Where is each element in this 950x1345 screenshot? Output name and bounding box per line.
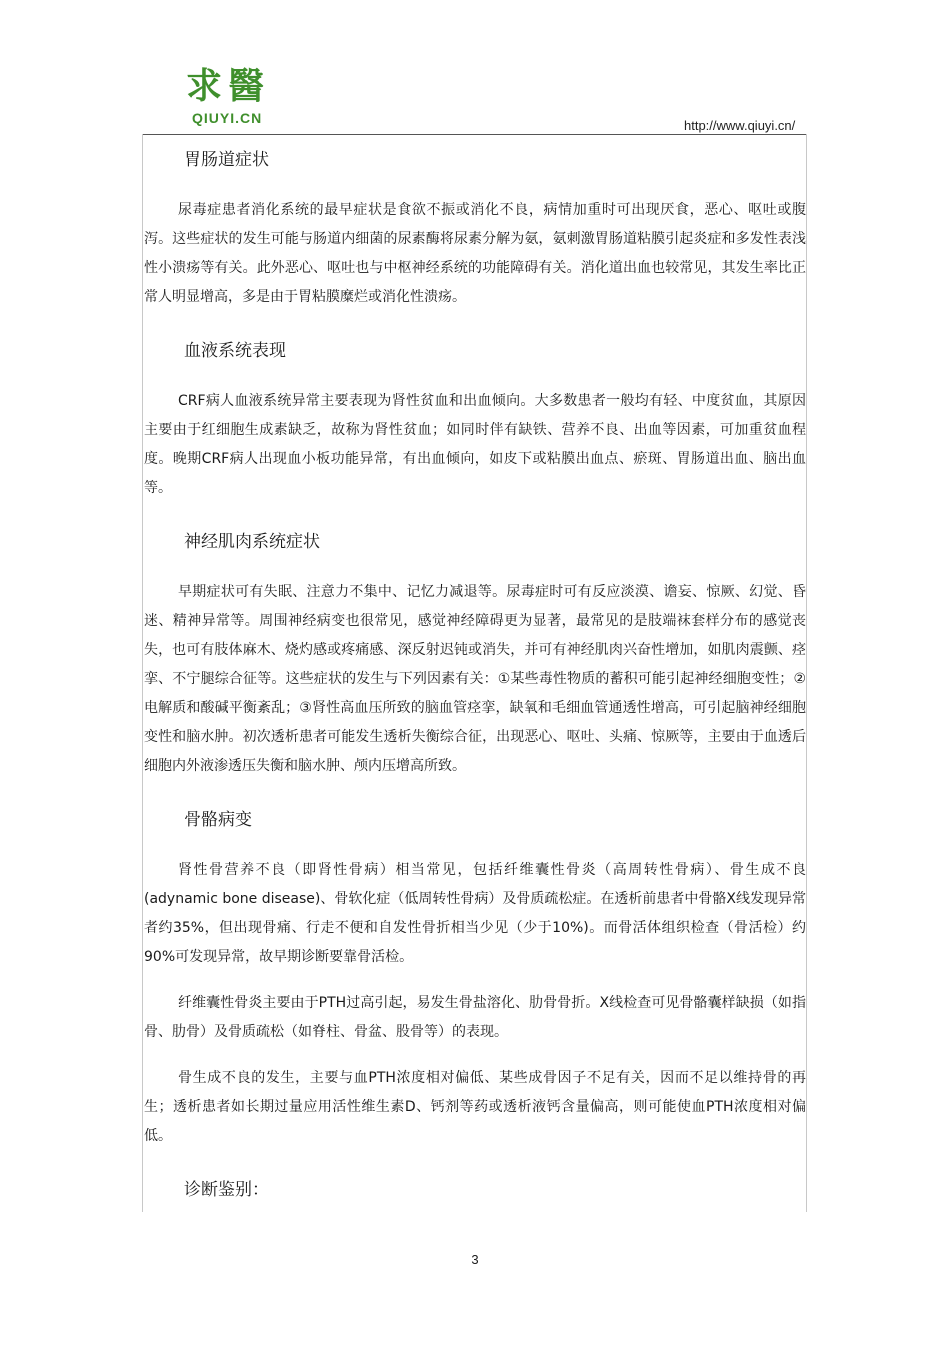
section-neuromuscular xyxy=(144,528,806,781)
section-skeletal xyxy=(144,806,806,1151)
section-title: 血液系统表现 xyxy=(184,341,286,361)
section-gastrointestinal xyxy=(144,146,806,312)
header-url[interactable]: http://www.qiuyi.cn/ xyxy=(684,118,796,133)
section-title: 神经肌肉系统症状 xyxy=(184,532,320,552)
header-divider xyxy=(142,134,806,135)
section-paragraph: 纤维囊性骨炎主要由于PTH过高引起，易发生骨盐溶化、肋骨骨折。X线检查可见骨骼囊样缺损（如指骨、肋骨）及骨质疏松（如脊柱、骨盆、股骨等）的表现。 xyxy=(144,995,806,1040)
page-number: 3 xyxy=(471,1252,479,1267)
section-diagnosis xyxy=(144,1176,806,1204)
logo-text: QIUYI.CN xyxy=(192,110,263,126)
qiuyi-logo xyxy=(186,66,296,132)
frame-right-border xyxy=(806,134,807,1212)
section-title: 胃肠道症状 xyxy=(184,150,269,170)
section-paragraph: 骨生成不良的发生，主要与血PTH浓度相对偏低、某些成骨因子不足有关，因而不足以维持骨的再生；透析患者如长期过量应用活性维生素D、钙剂等药或透析液钙含量偏高，则可能使血PTH浓度相对偏低。 xyxy=(144,1070,806,1144)
section-paragraph: CRF病人血液系统异常主要表现为肾性贫血和出血倾向。大多数患者一般均有轻、中度贫血，其原因主要由于红细胞生成素缺乏，故称为肾性贫血；如同时伴有缺铁、营养不良、出血等因素，可加重贫血程度。晚期CRF病人出现血小板功能异常，有出血倾向，如皮下或粘膜出血点、瘀斑、胃肠道出血、脑出血等。 xyxy=(144,393,806,496)
section-title: 诊断鉴别： xyxy=(184,1180,269,1200)
section-paragraph: 肾性骨营养不良（即肾性骨病）相当常见，包括纤维囊性骨炎（高周转性骨病）、骨生成不良(adynamic bone disease)、骨软化症（低周转性骨病）及骨质疏松症。在透析前患者中骨骼X线发现异常者约35%，但出现骨痛、行走不便和自发性骨折相当少见（少于10%)。而骨活体组织检查（骨活检）约90%可发现异常，故早期诊断要靠骨活检。 xyxy=(144,862,806,965)
logo-mark: 求醫 xyxy=(186,65,271,107)
section-hematologic xyxy=(144,337,806,503)
section-title: 骨骼病变 xyxy=(184,810,252,830)
document-body xyxy=(144,146,806,1229)
section-paragraph: 尿毒症患者消化系统的最早症状是食欲不振或消化不良，病情加重时可出现厌食，恶心、呕吐或腹泻。这些症状的发生可能与肠道内细菌的尿素酶将尿素分解为氨，氨刺激胃肠道粘膜引起炎症和多发性表浅性小溃疡等有关。此外恶心、呕吐也与中枢神经系统的功能障碍有关。消化道出血也较常见，其发生率比正常人明显增高，多是由于胃粘膜糜烂或消化性溃疡。 xyxy=(144,202,806,305)
section-paragraph: 早期症状可有失眠、注意力不集中、记忆力减退等。尿毒症时可有反应淡漠、谵妄、惊厥、幻觉、昏迷、精神异常等。周围神经病变也很常见，感觉神经障碍更为显著，最常见的是肢端袜套样分布的感觉丧失，也可有肢体麻木、烧灼感或疼痛感、深反射迟钝或消失，并可有神经肌肉兴奋性增加，如肌肉震颤、痉挛、不宁腿综合征等。这些症状的发生与下列因素有关：①某些毒性物质的蓄积可能引起神经细胞变性；②电解质和酸碱平衡紊乱；③肾性高血压所致的脑血管痉挛，缺氧和毛细血管通透性增高，可引起脑神经细胞变性和脑水肿。初次透析患者可能发生透析失衡综合征，出现恶心、呕吐、头痛、惊厥等，主要由于血透后细胞内外液渗透压失衡和脑水肿、颅内压增高所致。 xyxy=(144,584,806,774)
frame-left-border xyxy=(142,134,143,1212)
